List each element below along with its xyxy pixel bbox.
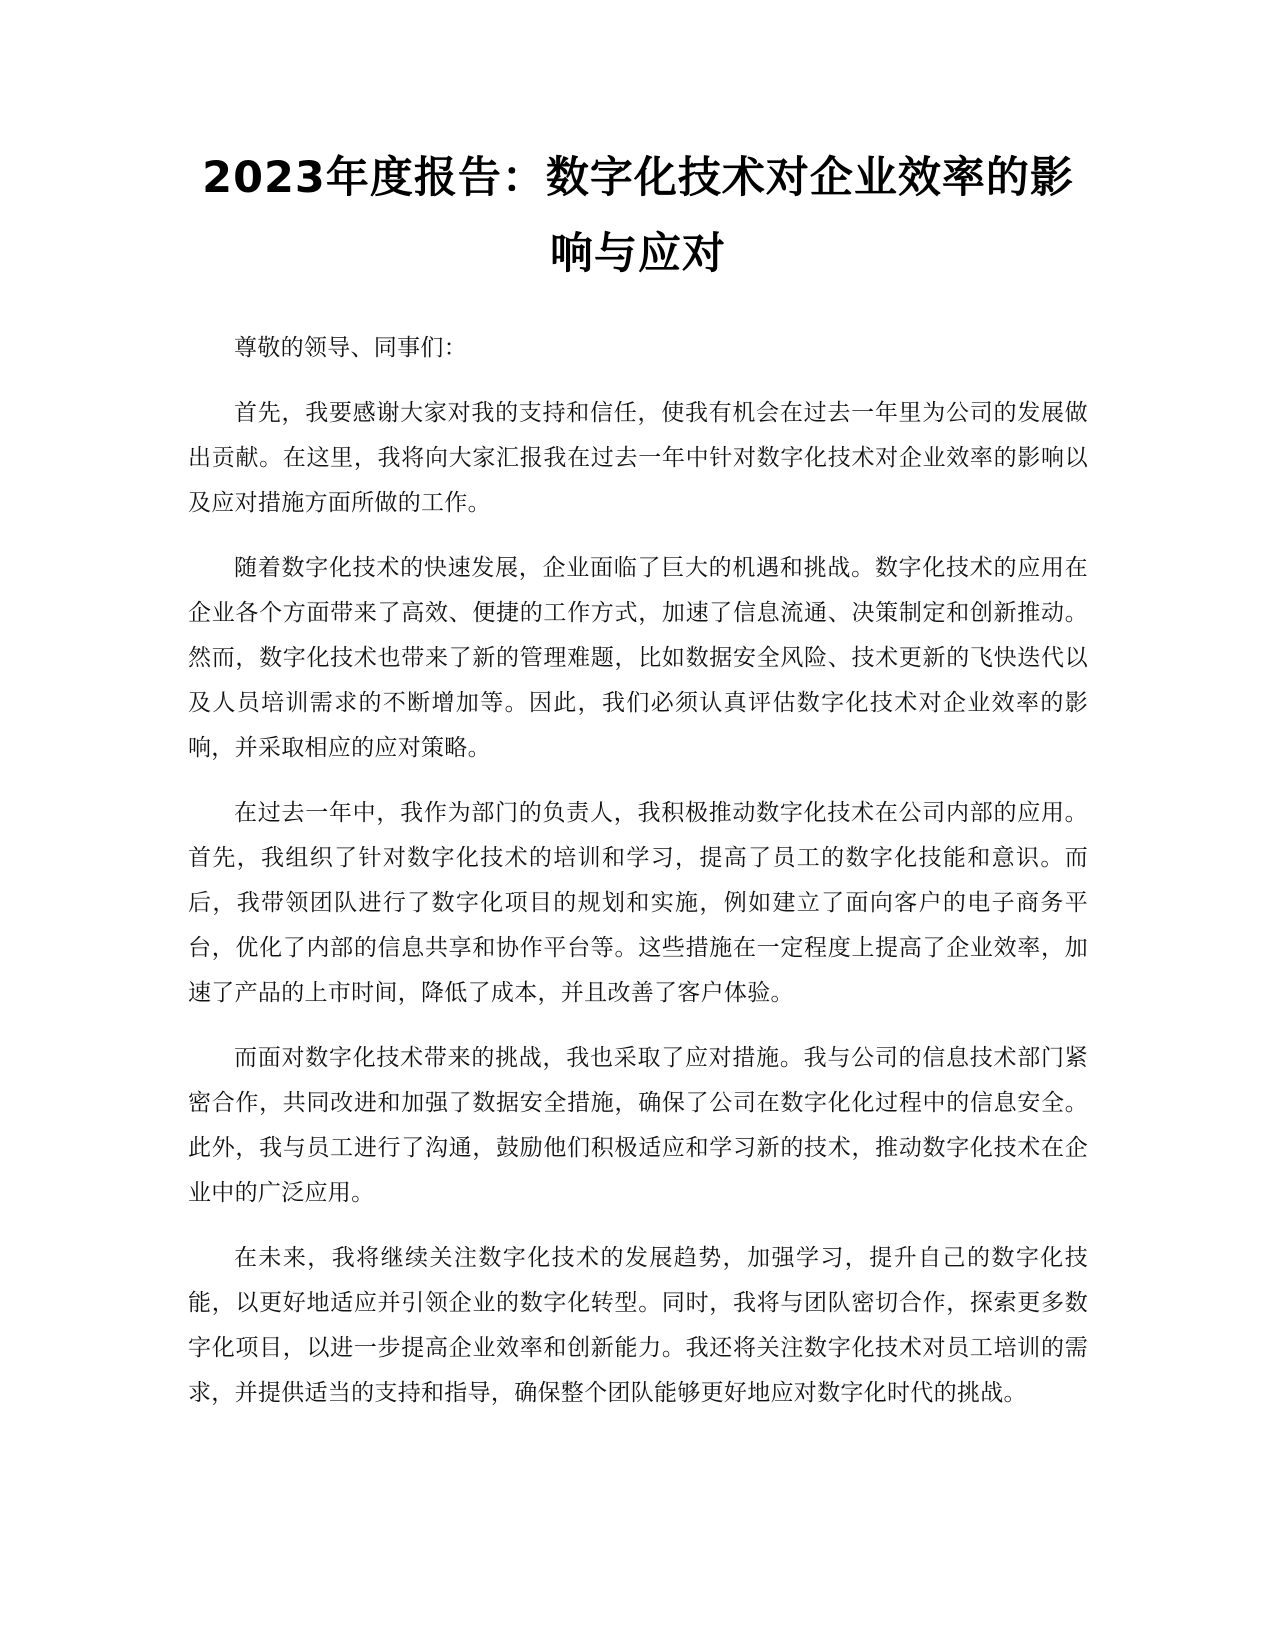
paragraph-1: 首先，我要感谢大家对我的支持和信任，使我有机会在过去一年里为公司的发展做出贡献。在这里，我将向大家汇报我在过去一年中针对数字化技术对企业效率的影响以及应对措施方面所做的工作。 [188,400,1088,516]
document-title: 2023年度报告：数字化技术对企业效率的影响与应对 [202,153,1074,279]
document-page [188,140,1088,1436]
salutation: 尊敬的领导、同事们： [234,335,467,361]
paragraph-5: 在未来，我将继续关注数字化技术的发展趋势，加强学习，提升自己的数字化技能，以更好地适应并引领企业的数字化转型。同时，我将与团队密切合作，探索更多数字化项目，以进一步提高企业效率和创新能力。我还将关注数字化技术对员工培训的需求，并提供适当的支持和指导，确保整个团队能够更好地应对数字化时代的挑战。 [188,1245,1088,1406]
paragraph-2: 随着数字化技术的快速发展，企业面临了巨大的机遇和挑战。数字化技术的应用在企业各个方面带来了高效、便捷的工作方式，加速了信息流通、决策制定和创新推动。然而，数字化技术也带来了新的管理难题，比如数据安全风险、技术更新的飞快迭代以及人员培训需求的不断增加等。因此，我们必须认真评估数字化技术对企业效率的影响，并采取相应的应对策略。 [188,555,1088,761]
paragraph-4: 而面对数字化技术带来的挑战，我也采取了应对措施。我与公司的信息技术部门紧密合作，共同改进和加强了数据安全措施，确保了公司在数字化化过程中的信息安全。此外，我与员工进行了沟通，鼓励他们积极适应和学习新的技术，推动数字化技术在企业中的广泛应用。 [188,1045,1088,1206]
paragraph-3: 在过去一年中，我作为部门的负责人，我积极推动数字化技术在公司内部的应用。首先，我组织了针对数字化技术的培训和学习，提高了员工的数字化技能和意识。而后，我带领团队进行了数字化项目的规划和实施，例如建立了面向客户的电子商务平台，优化了内部的信息共享和协作平台等。这些措施在一定程度上提高了企业效率，加速了产品的上市时间，降低了成本，并且改善了客户体验。 [188,800,1088,1006]
